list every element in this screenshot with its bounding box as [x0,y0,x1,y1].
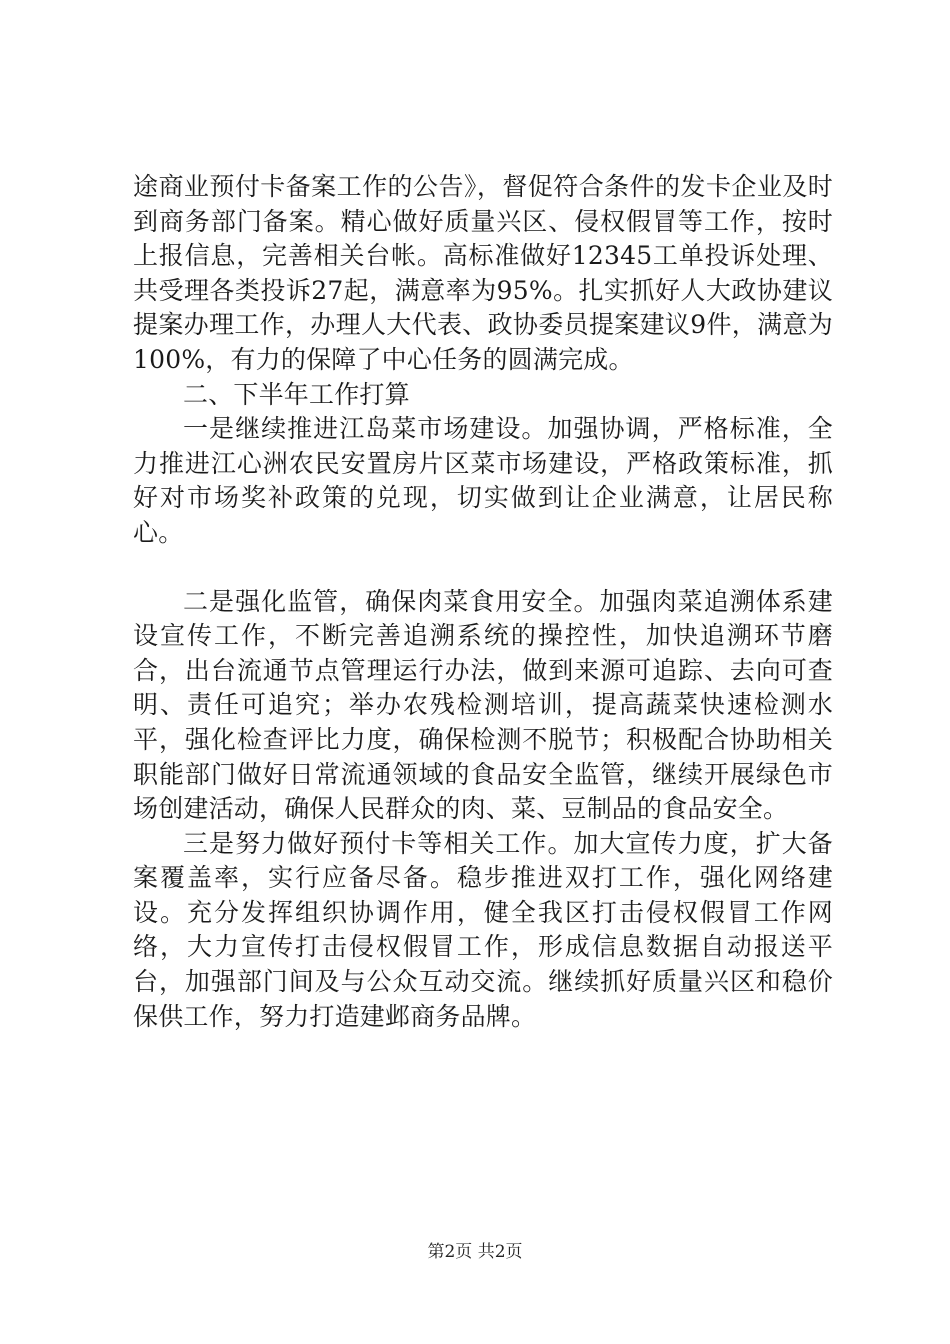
paragraph-continuation: 途商业预付卡备案工作的公告》，督促符合条件的发卡企业及时到商务部门备案。精心做好质量兴区、侵权假冒等工作，按时上报信息，完善相关台帐。高标准做好12345工单投诉处理、共受理各类投诉27起，满意率为95%。扎实抓好人大政协建议提案办理工作，办理人大代表、政协委员提案建议9件，满意为100%，有力的保障了中心任务的圆满完成。 [133,172,833,374]
paragraph-item-3: 三是努力做好预付卡等相关工作。加大宣传力度，扩大备案覆盖率，实行应备尽备。稳步推进双打工作，强化网络建设。充分发挥组织协调作用，健全我区打击侵权假冒工作网络，大力宣传打击侵权假冒工作，形成信息数据自动报送平台，加强部门间及与公众互动交流。继续抓好质量兴区和稳价保供工作，努力打造建邺商务品牌。 [133,828,833,1031]
section-heading: 二、下半年工作打算 [183,379,410,409]
paragraph-item-2: 二是强化监管，确保肉菜食用安全。加强肉菜追溯体系建设宣传工作，不断完善追溯系统的操控性，加快追溯环节磨合，出台流通节点管理运行办法，做到来源可追踪、去向可查明、责任可追究；举办农残检测培训，提高蔬菜快速检测水平，强化检查评比力度，确保检测不脱节；积极配合协助相关职能部门做好日常流通领域的食品安全监管，继续开展绿色市场创建活动，确保人民群众的肉、菜、豆制品的食品安全。 [133,586,833,824]
document-body [133,170,833,1034]
page-footer: 第2页 共2页 [427,1242,523,1262]
paragraph-spacer [133,551,833,585]
paragraph-item-1: 一是继续推进江岛菜市场建设。加强协调，严格标准，全力推进江心洲农民安置房片区菜市场建设，严格政策标准，抓好对市场奖补政策的兑现，切实做到让企业满意，让居民称心。 [133,414,833,547]
